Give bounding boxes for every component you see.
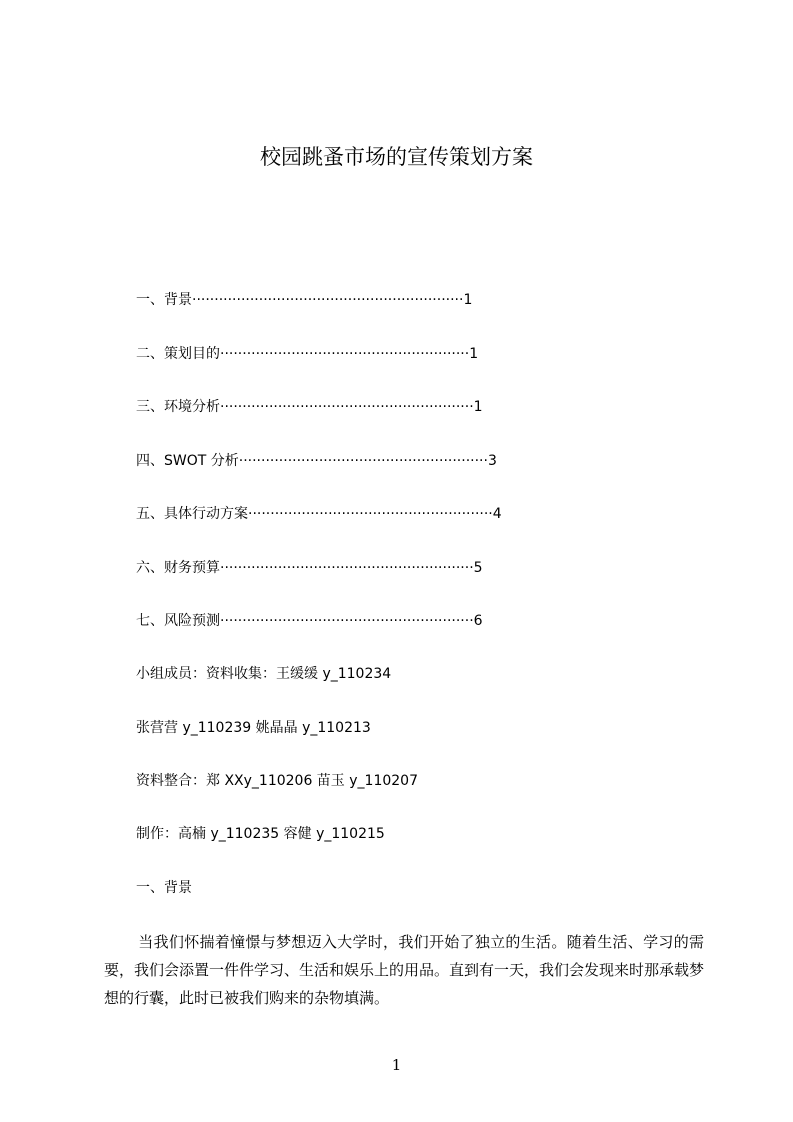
- background-paragraph: [104, 928, 704, 1012]
- paragraph-text: 当我们怀揣着憧憬与梦想迈入大学时，我们开始了独立的生活。随着生活、学习的需要，我们会添置一件件学习、生活和娱乐上的用品。直到有一天，我们会发现来时那承载梦想的行囊，此时已被我们购来的杂物填满。: [104, 933, 705, 1007]
- members-line-3: 资料整合：郑 XXy_110206 苗玉 y_110207: [136, 773, 418, 789]
- toc-entry-swot[interactable]: 四、SWOT 分析························································3: [136, 453, 497, 469]
- document-title: 校园跳蚤市场的宣传策划方案: [260, 145, 533, 169]
- toc-entry-risk[interactable]: 七、风险预测·························································6: [136, 613, 483, 629]
- section-heading: 一、背景: [136, 880, 192, 896]
- members-line-4: 制作：高楠 y_110235 容健 y_110215: [136, 826, 385, 842]
- members-line-1: 小组成员：资料收集：王缓缓 y_110234: [136, 666, 392, 682]
- toc-entry-budget[interactable]: 六、财务预算·························································5: [136, 560, 483, 576]
- toc-entry-environment[interactable]: 三、环境分析·························································1: [136, 399, 483, 415]
- page-number: 1: [391, 1056, 402, 1074]
- toc-entry-purpose[interactable]: 二、策划目的························································1: [136, 346, 479, 362]
- toc-entry-action-plan[interactable]: 五、具体行动方案·······················································4: [136, 506, 502, 522]
- members-line-2: 张营营 y_110239 姚晶晶 y_110213: [136, 720, 371, 736]
- toc-entry-background[interactable]: 一、背景·····························································1: [136, 292, 473, 308]
